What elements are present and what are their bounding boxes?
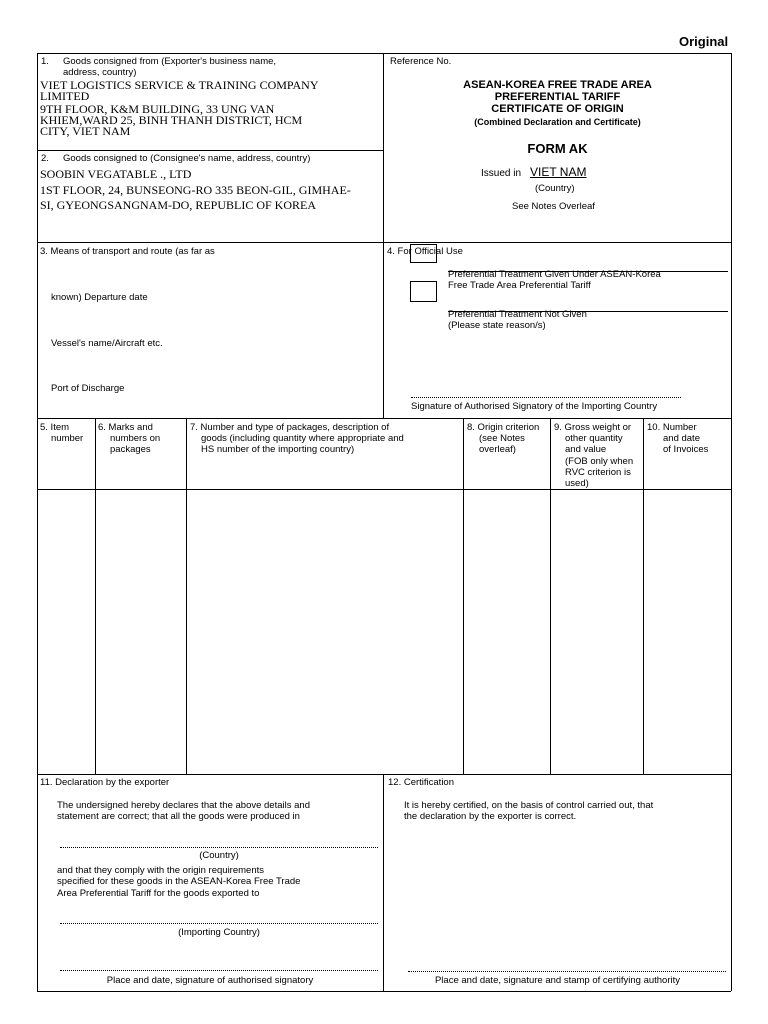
col9-header-line6: used) — [565, 478, 589, 489]
vessel-name-label: Vessel's name/Aircraft etc. — [51, 338, 163, 349]
reference-label: Reference No. — [390, 56, 452, 67]
goods-description-cell[interactable] — [187, 490, 463, 774]
declaration-line1: The undersigned hereby declares that the above details and — [57, 800, 310, 811]
exporter-name-line1: VIET LOGISTICS SERVICE & TRAINING COMPANY — [40, 78, 319, 92]
invoice-cell[interactable] — [644, 490, 731, 774]
exporter-signature-line[interactable] — [60, 970, 378, 971]
col10-header-line3: of Invoices — [663, 444, 709, 455]
divider-row5 — [37, 774, 731, 775]
col10-header-line2: and date — [663, 433, 700, 444]
consignee-address-line2: SI, GYEONGSANGNAM-DO, REPUBLIC OF KOREA — [40, 198, 317, 212]
see-notes-overleaf: See Notes Overleaf — [512, 201, 595, 212]
marks-numbers-cell[interactable] — [96, 490, 186, 774]
treatment-not-given-line1: Preferential Treatment Not Given — [448, 309, 587, 320]
treatment-not-given-checkbox[interactable] — [410, 281, 437, 302]
box1-title-line1: Goods consigned from (Exporter's business name, — [63, 56, 277, 67]
declaration-line4: specified for these goods in the ASEAN-Korea Free Trade — [57, 876, 301, 887]
exporter-signature-caption: Place and date, signature of authorised signatory — [106, 975, 314, 986]
copy-label: Original — [679, 34, 729, 49]
declaration-line5: Area Preferential Tariff for the goods exported to — [57, 888, 260, 899]
consignee-name: SOOBIN VEGATABLE ., LTD — [40, 167, 192, 181]
exporter-address-line3: CITY, VIET NAM — [40, 124, 131, 138]
col9-header-line5: RVC criterion is — [565, 467, 631, 478]
treatment-given-checkbox[interactable] — [410, 244, 437, 263]
treatment-given-line2: Free Trade Area Preferential Tariff — [448, 280, 591, 291]
issued-country[interactable]: VIET NAM — [530, 165, 587, 179]
col8-header-line2: (see Notes — [479, 433, 525, 444]
importing-signature-caption: Signature of Authorised Signatory of the Importing Country — [411, 401, 658, 412]
form-right-border — [731, 53, 732, 991]
form-top-border — [37, 53, 731, 54]
form-title-line3: CERTIFICATE OF ORIGIN — [491, 103, 624, 115]
departure-date-label: known) Departure date — [51, 292, 148, 303]
box12-title: 12. Certification — [388, 777, 455, 788]
exporter-name-line2: LIMITED — [40, 89, 90, 103]
box1-title-line2: address, country) — [63, 67, 137, 78]
box2-title: Goods consigned to (Consignee's name, address, country) — [63, 153, 311, 164]
declaration-line2: statement are correct; that all the goods were produced in — [57, 811, 300, 822]
importing-signature-line — [411, 397, 681, 398]
form-title-line1: ASEAN-KOREA FREE TRADE AREA — [463, 79, 652, 91]
col10-header-line1: 10. Number — [647, 422, 697, 433]
col7-header-line1: 7. Number and type of packages, description of — [190, 422, 390, 433]
form-title-line2: PREFERENTIAL TARIFF — [494, 91, 621, 103]
importing-country-line[interactable] — [60, 923, 378, 924]
col5-header-line2: number — [51, 433, 84, 444]
box1-number: 1. — [41, 56, 49, 67]
divider-bottom-middle — [383, 774, 384, 991]
col6-header-line3: packages — [110, 444, 151, 455]
certifier-signature-caption: Place and date, signature and stamp of certifying authority — [434, 975, 681, 986]
col9-header-line1: 9. Gross weight or — [554, 422, 632, 433]
port-of-discharge-label: Port of Discharge — [51, 383, 125, 394]
col5-header-line1: 5. Item — [40, 422, 70, 433]
col7-header-line2: goods (including quantity where appropriate and — [201, 433, 404, 444]
col7-header-line3: HS number of the importing country) — [201, 444, 355, 455]
divider-row2 — [37, 242, 731, 243]
treatment-given-line1: Preferential Treatment Given Under ASEAN-Korea — [448, 269, 661, 280]
box2-number: 2. — [41, 153, 49, 164]
col8-header-line1: 8. Origin criterion — [467, 422, 540, 433]
certifier-signature-line[interactable] — [408, 971, 726, 972]
col9-header-line4: (FOB only when — [565, 456, 634, 467]
production-country-caption: (Country) — [199, 850, 239, 861]
origin-criterion-cell[interactable] — [464, 490, 550, 774]
treatment-not-given-line2: (Please state reason/s) — [448, 320, 546, 331]
production-country-line[interactable] — [60, 847, 378, 848]
col9-header-line2: other quantity — [565, 433, 623, 444]
col6-header-line2: numbers on — [110, 433, 161, 444]
exporter-address-line1: 9TH FLOOR, K&M BUILDING, 33 UNG VAN — [40, 102, 275, 116]
gross-weight-cell[interactable] — [551, 490, 643, 774]
certification-line1: It is hereby certified, on the basis of control carried out, that — [404, 800, 654, 811]
divider-row3 — [37, 418, 731, 419]
form-name: FORM AK — [527, 141, 588, 156]
item-number-cell[interactable] — [38, 490, 95, 774]
col9-header-line3: and value — [565, 444, 607, 455]
consignee-address-line1: 1ST FLOOR, 24, BUNSEONG-RO 335 BEON-GIL, GIMHAE- — [40, 183, 351, 197]
box4-title: 4. For Official Use — [387, 246, 463, 257]
form-bottom-border — [37, 991, 731, 992]
certification-line2: the declaration by the exporter is correct. — [404, 811, 577, 822]
exporter-address-line2: KHIEM,WARD 25, BINH THANH DISTRICT, HCM — [40, 113, 303, 127]
country-caption: (Country) — [535, 183, 575, 194]
divider-box1-box2 — [37, 150, 383, 151]
importing-country-caption: (Importing Country) — [178, 927, 260, 938]
col8-header-line3: overleaf) — [479, 444, 516, 455]
box11-title: 11. Declaration by the exporter — [40, 777, 170, 788]
box3-title: 3. Means of transport and route (as far as — [40, 246, 215, 257]
declaration-line3: and that they comply with the origin requirements — [57, 865, 264, 876]
col6-header-line1: 6. Marks and — [98, 422, 153, 433]
issued-in-label: Issued in — [481, 168, 522, 179]
form-subtitle: (Combined Declaration and Certificate) — [474, 117, 641, 127]
